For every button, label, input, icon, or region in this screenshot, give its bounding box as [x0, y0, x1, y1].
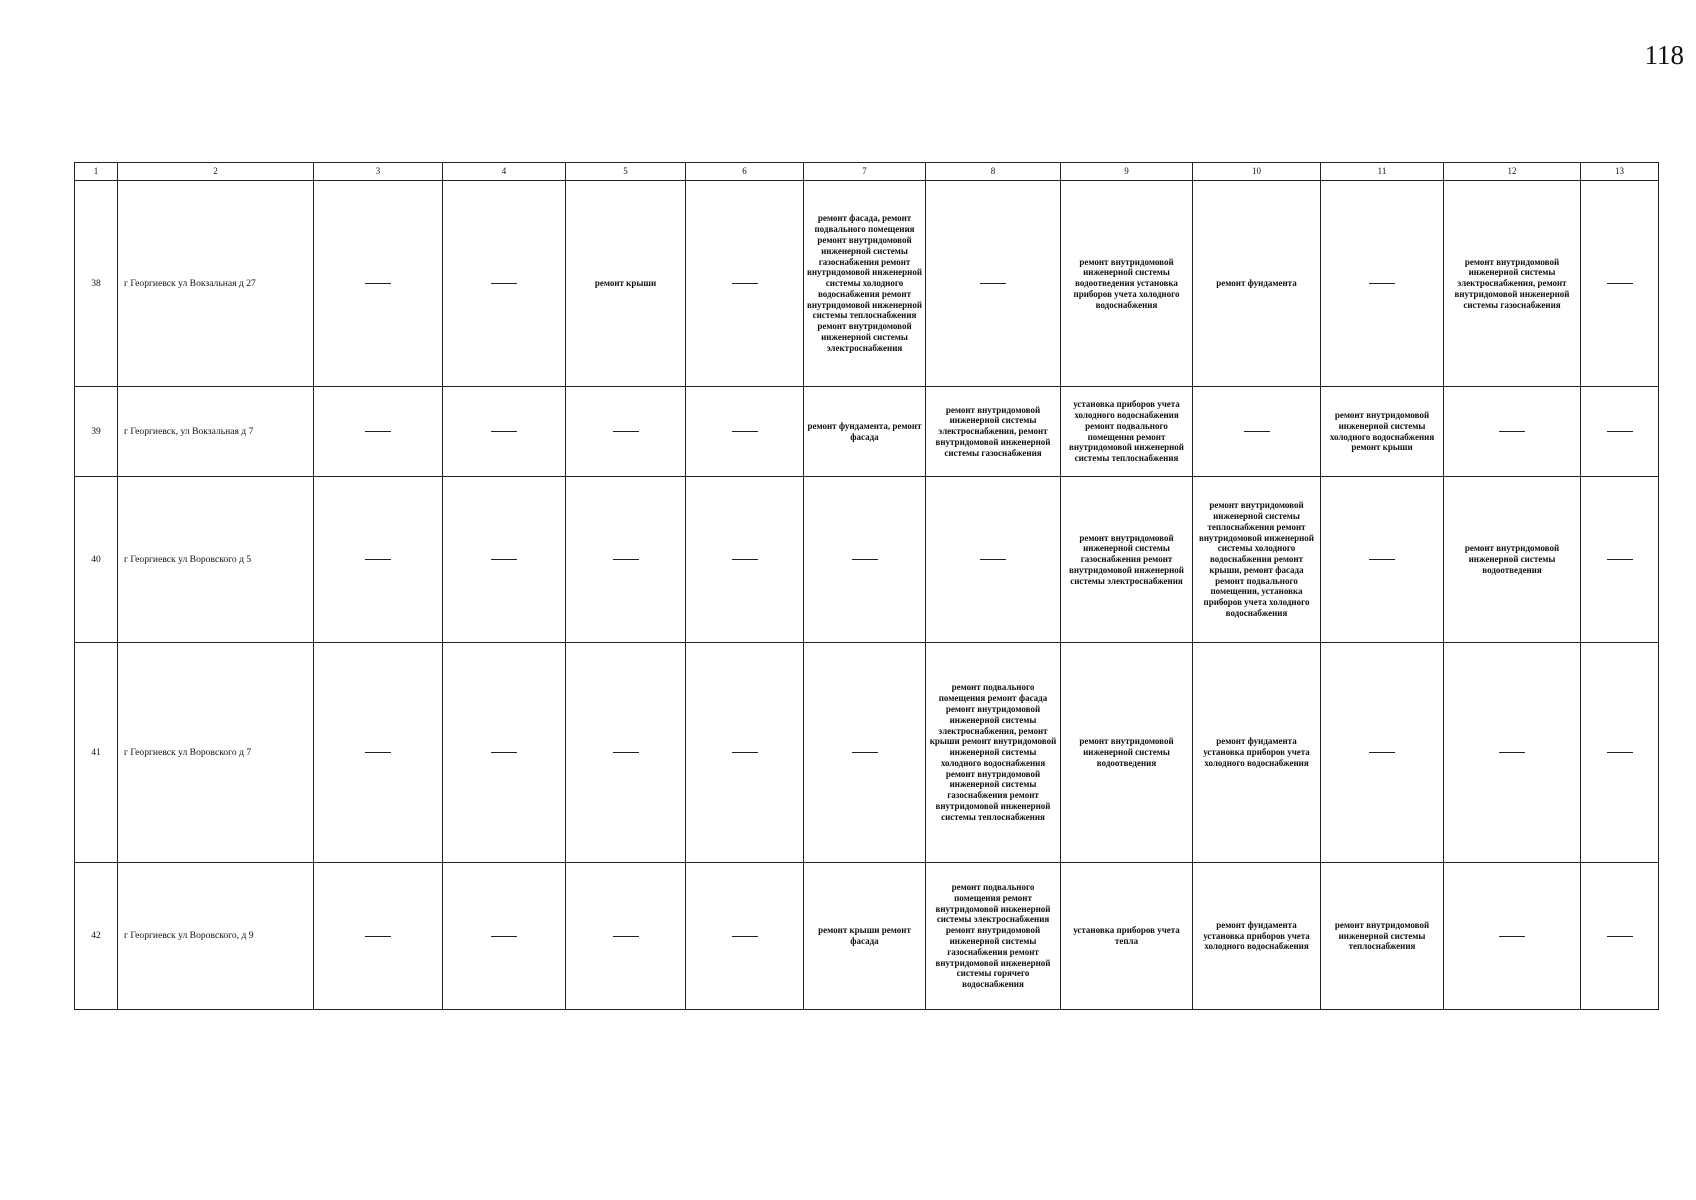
work-description-cell: ремонт внутридомовой инженерной системы электроснабжения, ремонт внутридомовой инженерной системы газоснабжения [926, 387, 1061, 477]
dash-mark [732, 752, 758, 753]
empty-dash-cell [1581, 643, 1659, 863]
table-row [75, 387, 1659, 477]
address-cell: г Георгиевск ул Воровского, д 9 [118, 863, 314, 1010]
work-description-cell: ремонт внутридомовой инженерной системы теплоснабжения ремонт внутридомовой инженерной системы холодного водоснабжения ремонт крыши, ремонт фасада ремонт подвального помещения, установка приборов учета холодного водоснабжения [1193, 477, 1321, 643]
work-description-cell: ремонт крыши [566, 181, 686, 387]
empty-dash-cell [926, 181, 1061, 387]
dash-mark [613, 431, 639, 432]
column-number-12: 12 [1444, 163, 1581, 181]
empty-dash-cell [1581, 863, 1659, 1010]
dash-mark [1607, 752, 1633, 753]
work-description-cell: ремонт подвального помещения ремонт фасада ремонт внутридомовой инженерной системы электроснабжения, ремонт крыши ремонт внутридомовой инженерной системы холодного водоснабжения ремонт внутридомовой инженерной системы газоснабжения ремонт внутридомовой инженерной системы теплоснабжения [926, 643, 1061, 863]
table-row [75, 643, 1659, 863]
empty-dash-cell [443, 181, 566, 387]
table-row [75, 863, 1659, 1010]
empty-dash-cell [566, 643, 686, 863]
empty-dash-cell [314, 387, 443, 477]
empty-dash-cell [686, 181, 804, 387]
column-number-11: 11 [1321, 163, 1444, 181]
empty-dash-cell [686, 387, 804, 477]
empty-dash-cell [1581, 181, 1659, 387]
empty-dash-cell [314, 863, 443, 1010]
column-number-4: 4 [443, 163, 566, 181]
dash-mark [1607, 283, 1633, 284]
dash-mark [980, 559, 1006, 560]
row-number-cell: 38 [75, 181, 118, 387]
dash-mark [980, 283, 1006, 284]
empty-dash-cell [443, 387, 566, 477]
dash-mark [1369, 283, 1395, 284]
work-description-cell: ремонт внутридомовой инженерной системы водоотведения [1444, 477, 1581, 643]
dash-mark [1499, 936, 1525, 937]
address-cell: г Георгиевск ул Вокзальная д 27 [118, 181, 314, 387]
work-description-cell: ремонт внутридомовой инженерной системы газоснабжения ремонт внутридомовой инженерной системы электроснабжения [1061, 477, 1193, 643]
work-description-cell: ремонт фундамента установка приборов учета холодного водоснабжения [1193, 643, 1321, 863]
dash-mark [365, 936, 391, 937]
dash-mark [732, 283, 758, 284]
dash-mark [1607, 559, 1633, 560]
empty-dash-cell [926, 477, 1061, 643]
column-number-10: 10 [1193, 163, 1321, 181]
work-description-cell: ремонт внутридомовой инженерной системы теплоснабжения [1321, 863, 1444, 1010]
dash-mark [852, 752, 878, 753]
empty-dash-cell [566, 477, 686, 643]
dash-mark [491, 559, 517, 560]
dash-mark [1607, 431, 1633, 432]
empty-dash-cell [1581, 477, 1659, 643]
work-description-cell: установка приборов учета холодного водоснабжения ремонт подвального помещения ремонт внутридомовой инженерной системы теплоснабжения [1061, 387, 1193, 477]
column-number-2: 2 [118, 163, 314, 181]
empty-dash-cell [686, 477, 804, 643]
dash-mark [491, 283, 517, 284]
column-number-3: 3 [314, 163, 443, 181]
column-number-5: 5 [566, 163, 686, 181]
dash-mark [1607, 936, 1633, 937]
empty-dash-cell [1193, 387, 1321, 477]
column-number-13: 13 [1581, 163, 1659, 181]
empty-dash-cell [1321, 477, 1444, 643]
dash-mark [365, 752, 391, 753]
column-number-row [75, 163, 1659, 181]
empty-dash-cell [1321, 181, 1444, 387]
address-cell: г Георгиевск ул Воровского д 5 [118, 477, 314, 643]
work-description-cell: ремонт внутридомовой инженерной системы водоотведения установка приборов учета холодного водоснабжения [1061, 181, 1193, 387]
dash-mark [1244, 431, 1270, 432]
empty-dash-cell [1444, 387, 1581, 477]
row-number-cell: 41 [75, 643, 118, 863]
repair-schedule-table [74, 162, 1659, 1010]
column-number-6: 6 [686, 163, 804, 181]
dash-mark [732, 431, 758, 432]
dash-mark [732, 936, 758, 937]
empty-dash-cell [314, 181, 443, 387]
empty-dash-cell [1444, 863, 1581, 1010]
work-description-cell: ремонт фундамента установка приборов учета холодного водоснабжения [1193, 863, 1321, 1010]
work-description-cell: ремонт подвального помещения ремонт внутридомовой инженерной системы электроснабжения ремонт внутридомовой инженерной системы газоснабжения ремонт внутридомовой инженерной системы горячего водоснабжения [926, 863, 1061, 1010]
dash-mark [613, 936, 639, 937]
column-number-8: 8 [926, 163, 1061, 181]
row-number-cell: 39 [75, 387, 118, 477]
empty-dash-cell [1321, 643, 1444, 863]
work-description-cell: ремонт фундамента, ремонт фасада [804, 387, 926, 477]
work-description-cell: ремонт внутридомовой инженерной системы электроснабжения, ремонт внутридомовой инженерной системы газоснабжения [1444, 181, 1581, 387]
column-number-9: 9 [1061, 163, 1193, 181]
empty-dash-cell [686, 863, 804, 1010]
page-number: 118 [1644, 40, 1684, 70]
empty-dash-cell [443, 477, 566, 643]
row-number-cell: 40 [75, 477, 118, 643]
row-number-cell: 42 [75, 863, 118, 1010]
dash-mark [732, 559, 758, 560]
dash-mark [365, 431, 391, 432]
dash-mark [1499, 752, 1525, 753]
empty-dash-cell [1444, 643, 1581, 863]
empty-dash-cell [443, 863, 566, 1010]
dash-mark [1369, 752, 1395, 753]
empty-dash-cell [804, 477, 926, 643]
work-description-cell: ремонт фасада, ремонт подвального помещения ремонт внутридомовой инженерной системы газоснабжения ремонт внутридомовой инженерной системы холодного водоснабжения ремонт внутридомовой инженерной системы теплоснабжения ремонт внутридомовой инженерной системы электроснабжения [804, 181, 926, 387]
dash-mark [491, 752, 517, 753]
work-description-cell: ремонт внутридомовой инженерной системы водоотведения [1061, 643, 1193, 863]
dash-mark [1499, 431, 1525, 432]
empty-dash-cell [314, 477, 443, 643]
dash-mark [852, 559, 878, 560]
empty-dash-cell [566, 387, 686, 477]
dash-mark [613, 559, 639, 560]
dash-mark [1369, 559, 1395, 560]
empty-dash-cell [443, 643, 566, 863]
column-number-1: 1 [75, 163, 118, 181]
dash-mark [365, 559, 391, 560]
address-cell: г Георгиевск ул Воровского д 7 [118, 643, 314, 863]
table-row [75, 181, 1659, 387]
dash-mark [613, 752, 639, 753]
column-number-7: 7 [804, 163, 926, 181]
work-description-cell: ремонт крыши ремонт фасада [804, 863, 926, 1010]
empty-dash-cell [686, 643, 804, 863]
work-description-cell: ремонт фундамента [1193, 181, 1321, 387]
dash-mark [491, 936, 517, 937]
work-description-cell: ремонт внутридомовой инженерной системы холодного водоснабжения ремонт крыши [1321, 387, 1444, 477]
table-row [75, 477, 1659, 643]
address-cell: г Георгиевск, ул Вокзальная д 7 [118, 387, 314, 477]
work-description-cell: установка приборов учета тепла [1061, 863, 1193, 1010]
dash-mark [365, 283, 391, 284]
dash-mark [491, 431, 517, 432]
empty-dash-cell [804, 643, 926, 863]
empty-dash-cell [566, 863, 686, 1010]
empty-dash-cell [314, 643, 443, 863]
empty-dash-cell [1581, 387, 1659, 477]
